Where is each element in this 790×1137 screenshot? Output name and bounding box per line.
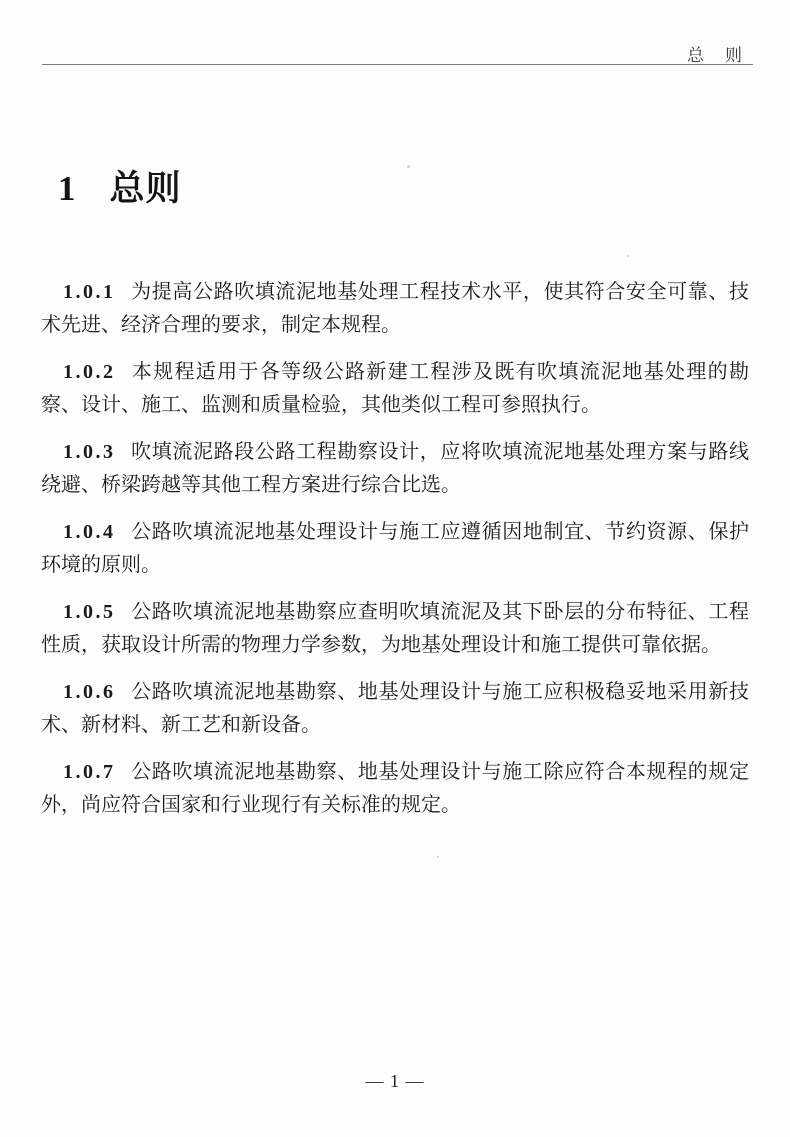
clause-paragraph bbox=[41, 756, 749, 822]
chapter-title-text: 总则 bbox=[109, 169, 182, 208]
chapter-number: 1 bbox=[58, 169, 77, 208]
clause-number: 1.0.5 bbox=[63, 601, 116, 623]
clause-number: 1.0.4 bbox=[63, 521, 116, 543]
clause-number: 1.0.3 bbox=[63, 441, 116, 463]
clause-text: 本规程适用于各等级公路新建工程涉及既有吹填流泥地基处理的勘察、设计、施工、监测和质量检验，其他类似工程可参照执行。 bbox=[41, 361, 749, 416]
clause-number: 1.0.1 bbox=[63, 281, 116, 303]
clause-number: 1.0.7 bbox=[63, 761, 116, 783]
clause-text: 公路吹填流泥地基处理设计与施工应遵循因地制宜、节约资源、保护环境的原则。 bbox=[41, 521, 749, 576]
chapter-title bbox=[58, 161, 182, 211]
clauses-section bbox=[41, 276, 749, 836]
scan-speck bbox=[407, 165, 410, 168]
clause-text: 吹填流泥路段公路工程勘察设计，应将吹填流泥地基处理方案与路线绕避、桥梁跨越等其他工程方案进行综合比选。 bbox=[41, 441, 749, 496]
clause-text: 公路吹填流泥地基勘察、地基处理设计与施工应积极稳妥地采用新技术、新材料、新工艺和新设备。 bbox=[41, 681, 749, 736]
clause-paragraph bbox=[41, 276, 749, 342]
scan-speck bbox=[437, 856, 439, 858]
clause-number: 1.0.6 bbox=[63, 681, 116, 703]
clause-paragraph bbox=[41, 596, 749, 662]
clause-text: 公路吹填流泥地基勘察应查明吹填流泥及其下卧层的分布特征、工程性质，获取设计所需的物理力学参数，为地基处理设计和施工提供可靠依据。 bbox=[41, 601, 749, 656]
header-rule bbox=[42, 64, 753, 65]
clause-number: 1.0.2 bbox=[63, 361, 116, 383]
clause-paragraph bbox=[41, 516, 749, 582]
clause-paragraph bbox=[41, 676, 749, 742]
clause-text: 公路吹填流泥地基勘察、地基处理设计与施工除应符合本规程的规定外，尚应符合国家和行业现行有关标准的规定。 bbox=[41, 761, 749, 816]
running-header-title: 总 则 bbox=[687, 46, 744, 65]
page-number: — 1 — bbox=[365, 1071, 425, 1091]
scan-speck bbox=[627, 255, 629, 257]
clause-text: 为提高公路吹填流泥地基处理工程技术水平，使其符合安全可靠、技术先进、经济合理的要求，制定本规程。 bbox=[41, 281, 749, 336]
clause-paragraph bbox=[41, 436, 749, 502]
clause-paragraph bbox=[41, 356, 749, 422]
